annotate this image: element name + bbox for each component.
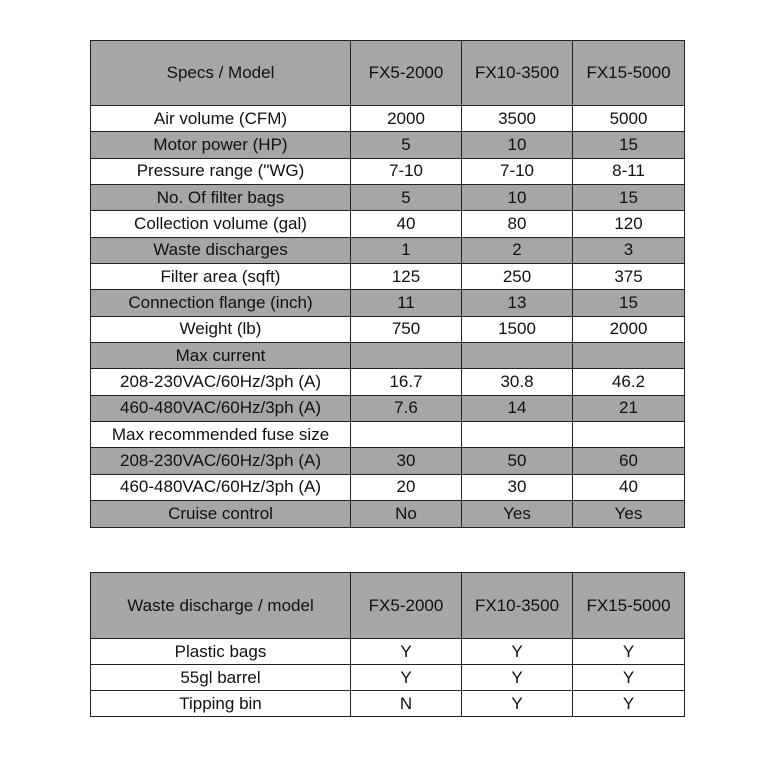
table-cell: 30.8 [462,369,573,395]
table-cell: 120 [573,211,685,237]
table-cell: 11 [351,290,462,316]
table-row [91,501,685,527]
table-row [91,106,685,132]
table-row [91,185,685,211]
row-label: Motor power (HP) [91,132,351,158]
table-row [91,158,685,184]
row-label: 55gl barrel [91,665,351,691]
table-cell: 250 [462,264,573,290]
header-cell: Waste discharge / model [91,573,351,639]
table-row [91,316,685,342]
table-cell: Y [573,665,685,691]
row-label: Plastic bags [91,639,351,665]
table-cell: 8-11 [573,158,685,184]
table-cell: Y [462,691,573,717]
table-header-row [91,41,685,106]
table-cell: 46.2 [573,369,685,395]
header-cell: FX15-5000 [573,41,685,106]
table-cell: 16.7 [351,369,462,395]
table-cell: 3 [573,237,685,263]
table-cell [351,343,462,369]
row-label: Max recommended fuse size [91,422,351,448]
table-cell: 7-10 [462,158,573,184]
table-cell: 125 [351,264,462,290]
table-cell [462,343,573,369]
row-label: 460-480VAC/60Hz/3ph (A) [91,474,351,500]
table-cell: 30 [351,448,462,474]
table-cell: 21 [573,395,685,421]
row-label: No. Of filter bags [91,185,351,211]
table-cell: 375 [573,264,685,290]
table-row [91,474,685,500]
table-cell: 50 [462,448,573,474]
table-row [91,264,685,290]
row-label: 460-480VAC/60Hz/3ph (A) [91,395,351,421]
table-cell: 5000 [573,106,685,132]
table-row [91,691,685,717]
table-cell: 2000 [573,316,685,342]
table-cell: 15 [573,132,685,158]
table-cell: Yes [573,501,685,527]
header-cell: FX10-3500 [462,573,573,639]
table-cell: 15 [573,290,685,316]
row-label: Connection flange (inch) [91,290,351,316]
table-row [91,237,685,263]
table-row [91,395,685,421]
table-cell: 30 [462,474,573,500]
table-cell: 750 [351,316,462,342]
specs-table [90,40,685,528]
table-row [91,343,685,369]
header-cell: Specs / Model [91,41,351,106]
table-cell: 13 [462,290,573,316]
table-cell: 1 [351,237,462,263]
table-cell [573,422,685,448]
table-row [91,448,685,474]
table-cell: Y [351,639,462,665]
table-cell: Y [351,665,462,691]
row-label: Pressure range ("WG) [91,158,351,184]
table-cell [462,422,573,448]
table-row [91,422,685,448]
header-cell: FX10-3500 [462,41,573,106]
table-cell: 10 [462,132,573,158]
table-cell: No [351,501,462,527]
table-cell: 80 [462,211,573,237]
table-cell: 5 [351,132,462,158]
table-row [91,639,685,665]
table-cell: 2000 [351,106,462,132]
row-label: 208-230VAC/60Hz/3ph (A) [91,369,351,395]
table-cell: 7.6 [351,395,462,421]
table-cell: Y [462,639,573,665]
table-cell [351,422,462,448]
header-cell: FX15-5000 [573,573,685,639]
table-cell: 7-10 [351,158,462,184]
header-cell: FX5-2000 [351,573,462,639]
table-cell: 60 [573,448,685,474]
table-cell: 40 [573,474,685,500]
table-cell: Y [573,691,685,717]
table-cell: 10 [462,185,573,211]
table-row [91,132,685,158]
row-label: Tipping bin [91,691,351,717]
table-row [91,369,685,395]
table-cell: 20 [351,474,462,500]
table-cell: 40 [351,211,462,237]
table-cell [573,343,685,369]
table-cell: 3500 [462,106,573,132]
table-cell: 1500 [462,316,573,342]
table-cell: Y [573,639,685,665]
row-label: Waste discharges [91,237,351,263]
table-cell: N [351,691,462,717]
table-row [91,211,685,237]
row-label: Weight (lb) [91,316,351,342]
waste-discharge-table [90,572,685,717]
table-cell: 2 [462,237,573,263]
header-cell: FX5-2000 [351,41,462,106]
table-cell: 14 [462,395,573,421]
row-label: Air volume (CFM) [91,106,351,132]
row-label: Max current [91,343,351,369]
table-cell: 15 [573,185,685,211]
table-row [91,290,685,316]
row-label: Filter area (sqft) [91,264,351,290]
table-cell: Y [462,665,573,691]
table-row [91,665,685,691]
row-label: 208-230VAC/60Hz/3ph (A) [91,448,351,474]
table-header-row [91,573,685,639]
table-cell: 5 [351,185,462,211]
table-cell: Yes [462,501,573,527]
row-label: Cruise control [91,501,351,527]
row-label: Collection volume (gal) [91,211,351,237]
